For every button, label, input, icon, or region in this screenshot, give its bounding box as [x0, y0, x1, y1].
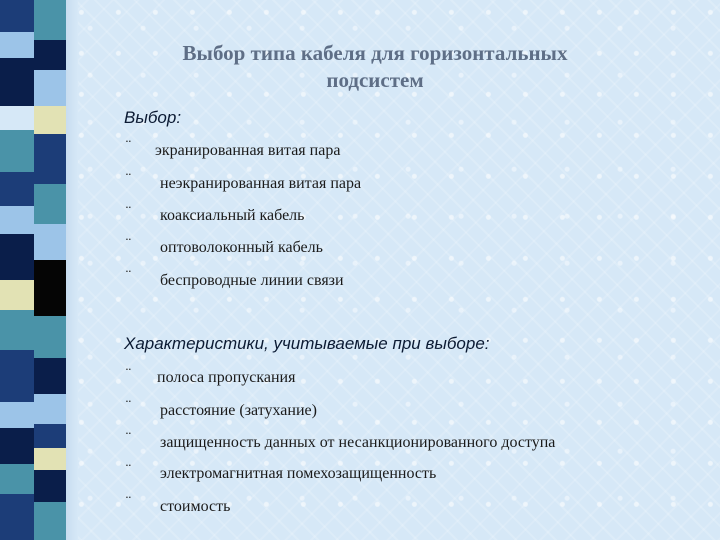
bullet-marker: ¨	[126, 398, 132, 415]
slide-title	[150, 40, 600, 94]
bullet-marker: ¨	[126, 138, 132, 155]
list-item: расстояние (затухание)	[160, 402, 317, 419]
list-item: защищенность данных от несанкционированного доступа	[160, 434, 556, 451]
title-line-1: Выбор типа кабеля для горизонтальных	[182, 41, 568, 65]
decorative-stripe-bar	[0, 0, 78, 540]
bullet-marker: ¨	[126, 236, 132, 253]
list-item: оптоволоконный кабель	[160, 239, 323, 256]
bullet-marker: ¨	[126, 462, 132, 479]
list-item: экранированная витая пара	[155, 142, 341, 159]
bullet-marker: ¨	[126, 204, 132, 221]
bullet-marker: ¨	[126, 430, 132, 447]
list-item: электромагнитная помехозащищенность	[160, 465, 437, 482]
list-item: коаксиальный кабель	[160, 207, 305, 224]
list-item: стоимость	[160, 498, 231, 515]
bullet-marker: ¨	[126, 268, 132, 285]
bullet-marker: ¨	[126, 494, 132, 511]
bullet-marker: ¨	[126, 171, 132, 188]
list-item: беспроводные линии связи	[160, 272, 344, 289]
section-heading-criteria: Характеристики, учитываемые при выборе:	[124, 334, 490, 353]
title-line-2: подсистем	[326, 68, 424, 92]
section-heading-choice: Выбор:	[124, 108, 182, 127]
bullet-marker: ¨	[126, 366, 132, 383]
list-item: неэкранированная витая пара	[160, 175, 362, 192]
list-item: полоса пропускания	[157, 369, 296, 386]
